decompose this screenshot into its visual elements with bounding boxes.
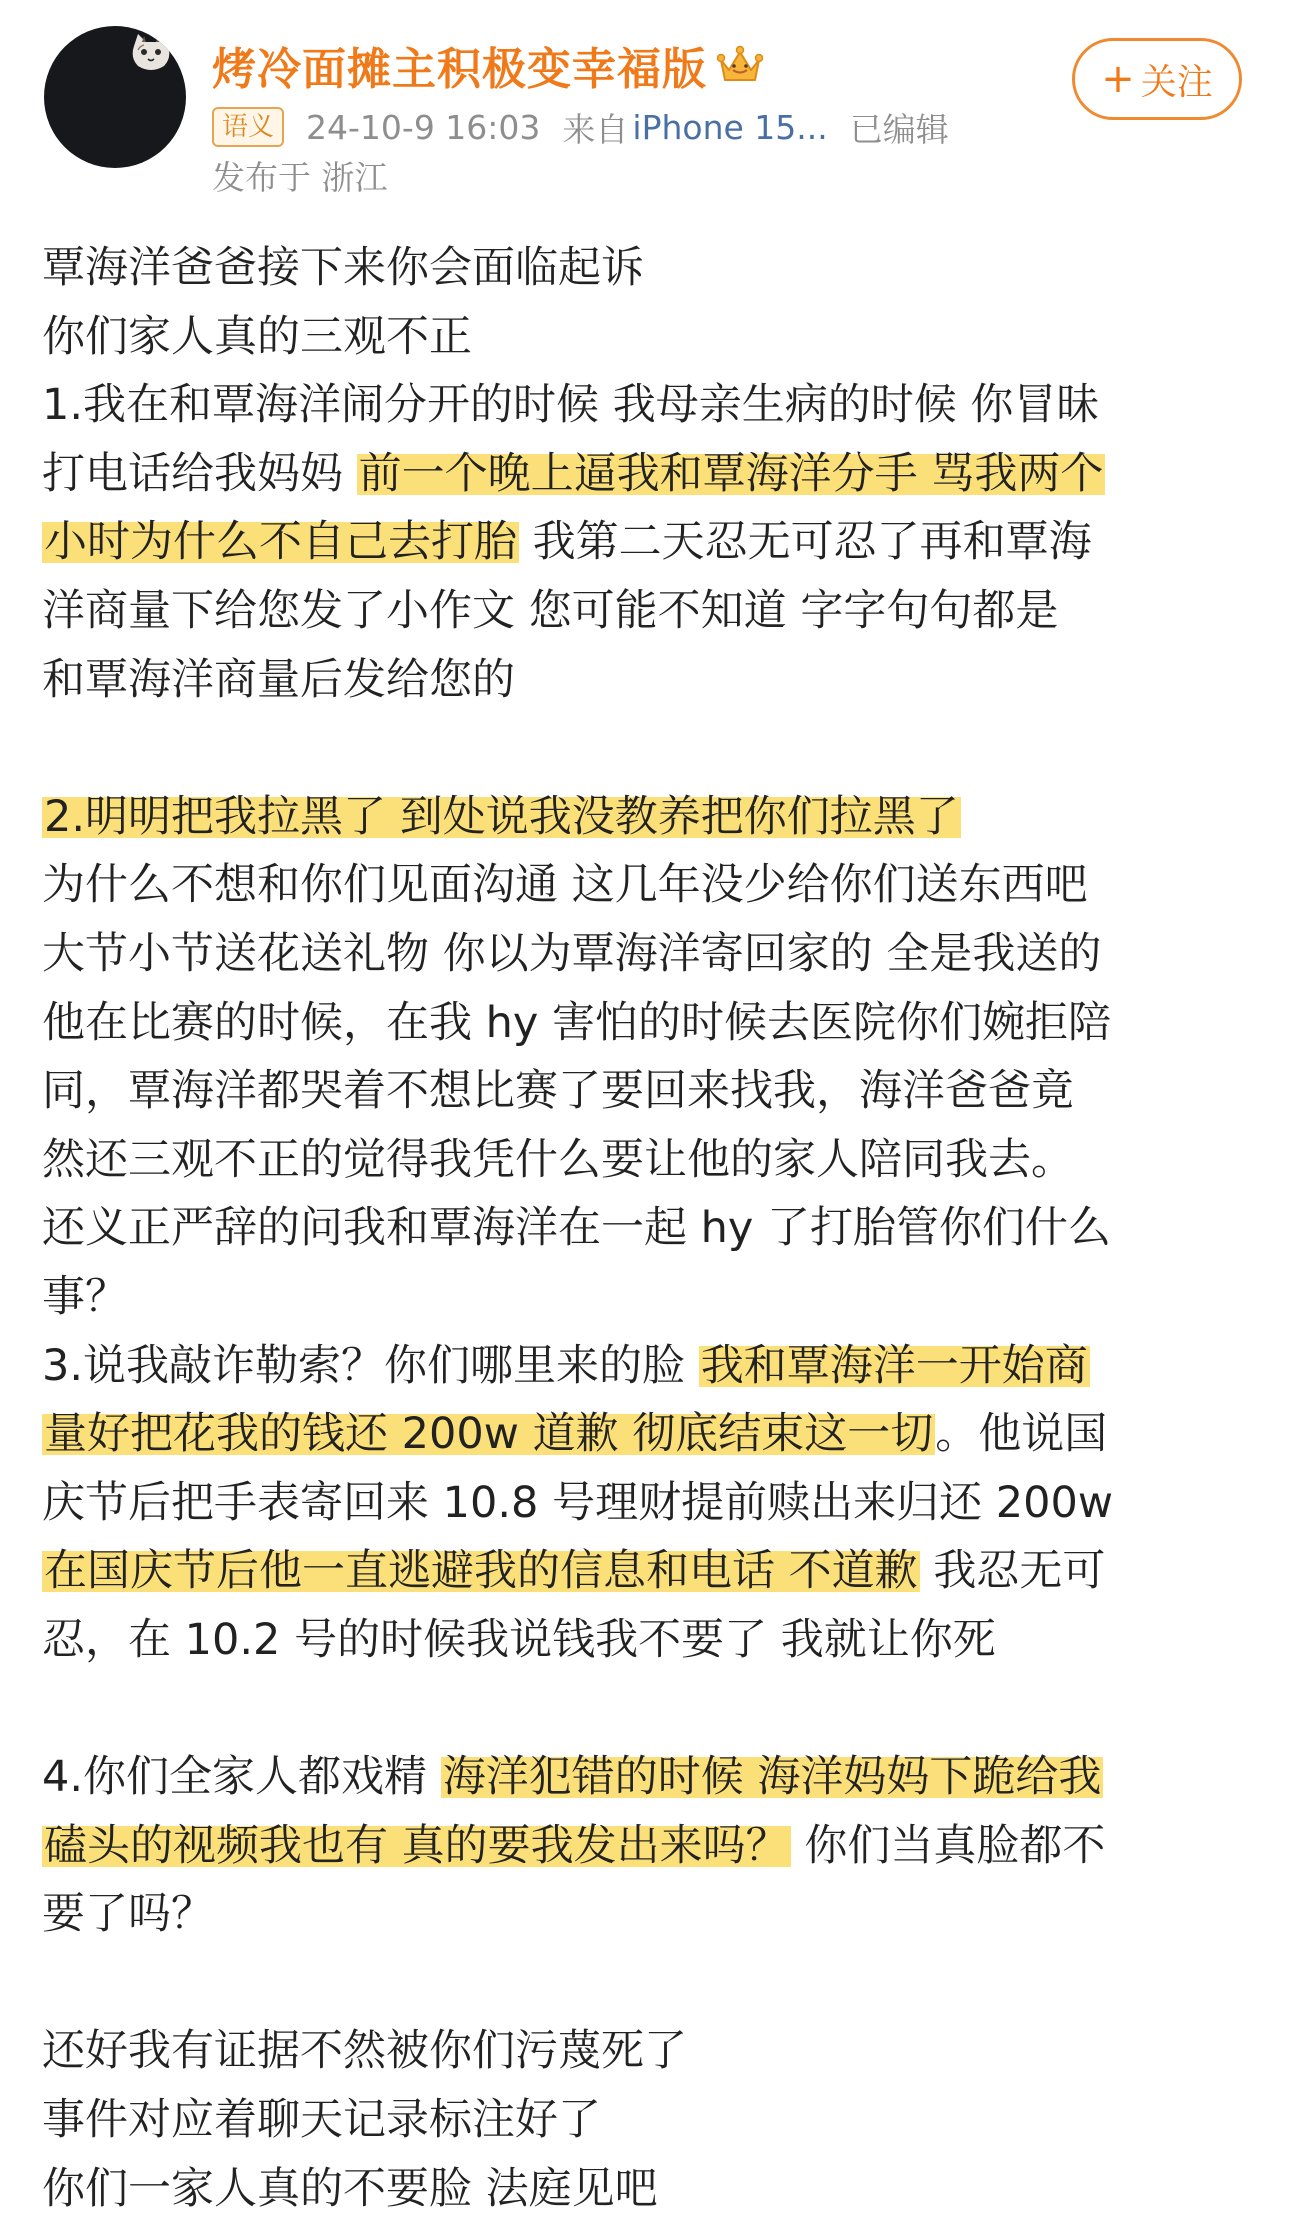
post-text-line bbox=[42, 1469, 1262, 1538]
username-row bbox=[212, 30, 763, 100]
post-text-line bbox=[42, 1194, 1262, 1263]
source-device[interactable]: iPhone 15... bbox=[632, 107, 828, 147]
post-text: 1.我在和覃海洋闹分开的时候 我母亲生病的时候 你冒昧 bbox=[42, 380, 1100, 431]
post-text: 为什么不想和你们见面沟通 这几年没少给你们送东西吧 bbox=[42, 860, 1088, 911]
blank-line bbox=[42, 1674, 1262, 1743]
blank-line bbox=[42, 714, 1262, 783]
post-text: 你们当真脸都不 bbox=[790, 1820, 1106, 1871]
post-location: 发布于 浙江 bbox=[212, 158, 388, 197]
post-text-line bbox=[42, 783, 1262, 852]
post-text-line bbox=[42, 1126, 1262, 1195]
highlighted-text: 2.明明把我拉黑了 到处说我没教养把你们拉黑了 bbox=[44, 791, 959, 842]
post-text-line bbox=[42, 1743, 1262, 1812]
post-text-line bbox=[42, 1057, 1262, 1126]
post-text-line bbox=[42, 1263, 1262, 1332]
post-text: 同，覃海洋都哭着不想比赛了要回来找我，海洋爸爸竟 bbox=[42, 1066, 1074, 1117]
post-text-line bbox=[42, 989, 1262, 1058]
post-time: 24-10-9 16:03 bbox=[306, 107, 541, 147]
post-meta bbox=[212, 104, 949, 150]
post-text: 还好我有证据不然被你们污蔑死了 bbox=[42, 2026, 687, 2077]
post-text: 他在比赛的时候，在我 hy 害怕的时候去医院你们婉拒陪 bbox=[42, 997, 1112, 1048]
post-text: 你们家人真的三观不正 bbox=[42, 311, 472, 362]
highlighted-text: 磕头的视频我也有 真的要我发出来吗？ bbox=[44, 1820, 789, 1871]
post-text: 覃海洋爸爸接下来你会面临起诉 bbox=[42, 243, 644, 293]
post-text-line bbox=[42, 440, 1262, 509]
highlighted-text: 在国庆节后他一直逃避我的信息和电话 不道歉 bbox=[44, 1546, 918, 1597]
post-text: 忍，在 10.2 号的时候我说钱我不要了 我就让你死 bbox=[42, 1614, 996, 1665]
post-header bbox=[0, 0, 1290, 220]
post-text-line bbox=[42, 1812, 1262, 1881]
post-text: 4.你们全家人都戏精 bbox=[42, 1752, 441, 1803]
edited-label[interactable]: 已编辑 bbox=[849, 109, 949, 149]
lang-badge[interactable]: 语义 bbox=[212, 107, 284, 147]
post-text-line bbox=[42, 1400, 1262, 1469]
plus-icon: + bbox=[1101, 56, 1135, 102]
post-text-line bbox=[42, 577, 1262, 646]
post-text-line bbox=[42, 508, 1262, 577]
post-text-line bbox=[42, 234, 1262, 303]
post-text-line bbox=[42, 1332, 1262, 1401]
post-text: 我忍无可 bbox=[919, 1546, 1106, 1597]
follow-label: 关注 bbox=[1140, 61, 1213, 103]
post-text-line bbox=[42, 2017, 1262, 2086]
post-text: 还义正严辞的问我和覃海洋在一起 hy 了打胎管你们什么 bbox=[42, 1203, 1112, 1254]
post-text: 庆节后把手表寄回来 10.8 号理财提前赎出来归还 200w bbox=[42, 1477, 1113, 1528]
post-text: 打电话给我妈妈 bbox=[42, 448, 357, 499]
post-text: 事？ bbox=[42, 1271, 128, 1322]
post-text-line bbox=[42, 371, 1262, 440]
post-body bbox=[42, 234, 1262, 2223]
cat-avatar-icon bbox=[128, 32, 174, 72]
post-text: 你们一家人真的不要脸 法庭见吧 bbox=[42, 2163, 658, 2214]
post-text-line bbox=[42, 1880, 1262, 1949]
highlighted-text: 量好把花我的钱还 200w 道歉 彻底结束这一切 bbox=[44, 1409, 934, 1460]
post-text-line bbox=[42, 2086, 1262, 2155]
post-text-line bbox=[42, 1606, 1262, 1675]
post-text-line bbox=[42, 851, 1262, 920]
post-text: 大节小节送花送礼物 你以为覃海洋寄回家的 全是我送的 bbox=[42, 928, 1102, 979]
post-text: 要了吗？ bbox=[42, 1889, 214, 1940]
highlighted-text: 我和覃海洋一开始商 bbox=[700, 1340, 1088, 1391]
username[interactable]: 烤冷面摊主积极变幸福版 bbox=[212, 44, 707, 95]
crown-icon bbox=[717, 44, 763, 86]
post-text-line bbox=[42, 646, 1262, 715]
highlighted-text: 小时为什么不自己去打胎 bbox=[44, 517, 517, 568]
blank-line bbox=[42, 1949, 1262, 2018]
post-text: 。他说国 bbox=[935, 1409, 1108, 1460]
post-text: 3.说我敲诈勒索？你们哪里来的脸 bbox=[42, 1340, 699, 1391]
post-text: 我第二天忍无可忍了再和覃海 bbox=[519, 517, 1092, 568]
post-text: 洋商量下给您发了小作文 您可能不知道 字字句句都是 bbox=[42, 585, 1059, 636]
follow-button[interactable] bbox=[1072, 38, 1242, 120]
post-text-line bbox=[42, 1537, 1262, 1606]
post-text: 和覃海洋商量后发给您的 bbox=[42, 654, 515, 705]
highlighted-text: 前一个晚上逼我和覃海洋分手 骂我两个 bbox=[358, 448, 1104, 499]
source-label: 来自 bbox=[562, 109, 629, 149]
post-text: 事件对应着聊天记录标注好了 bbox=[42, 2095, 601, 2146]
post-text-line bbox=[42, 2155, 1262, 2224]
post-text: 然还三观不正的觉得我凭什么要让他的家人陪同我去。 bbox=[42, 1134, 1074, 1185]
avatar[interactable] bbox=[44, 26, 186, 168]
post-text-line bbox=[42, 303, 1262, 372]
highlighted-text: 海洋犯错的时候 海洋妈妈下跪给我 bbox=[442, 1752, 1102, 1803]
post-text-line bbox=[42, 920, 1262, 989]
